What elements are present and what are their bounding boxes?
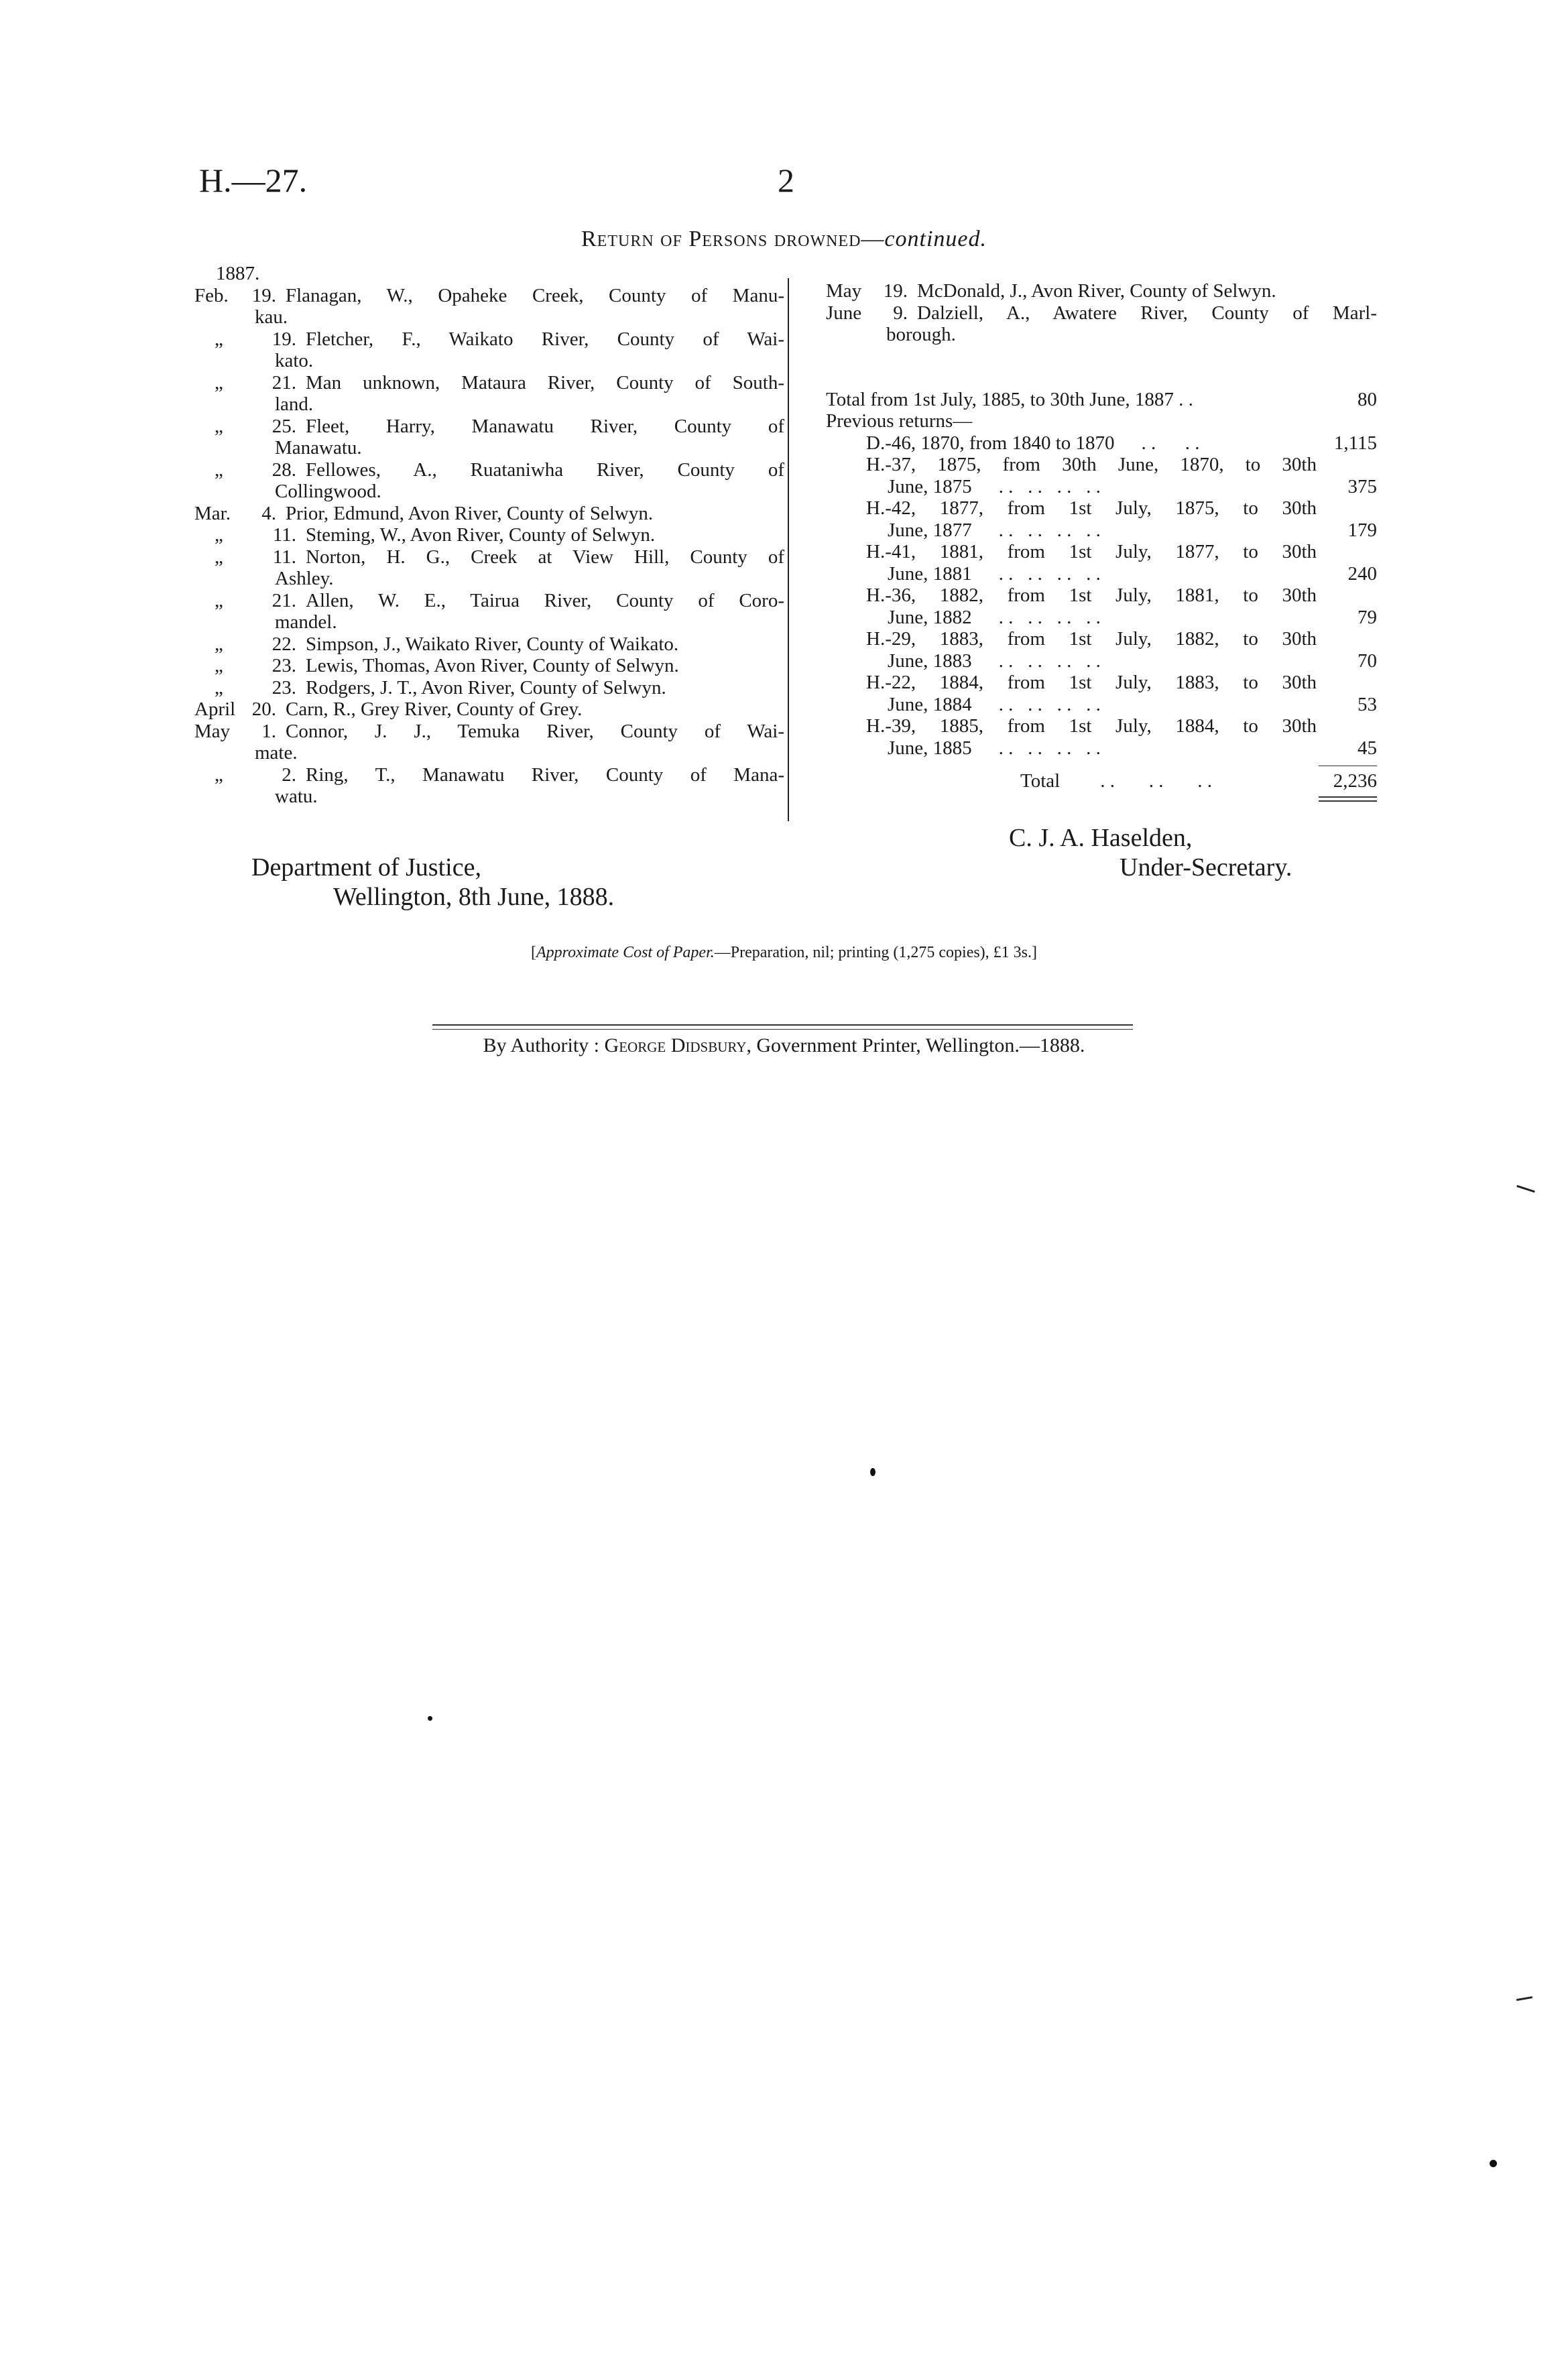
entry-month: June <box>826 302 862 324</box>
entry-day: 22. <box>272 633 296 655</box>
scan-speck <box>870 1468 876 1476</box>
entry-text <box>886 302 1377 346</box>
entry-day: 1. <box>261 720 276 742</box>
entry-line: Carn, R., Grey River, County of Grey. <box>286 698 583 720</box>
left-entries-list <box>194 285 784 808</box>
entry-month: May <box>826 280 862 302</box>
previous-returns-list <box>826 432 1377 759</box>
record-entry <box>194 459 784 503</box>
printer-imprint: By Authority : George Didsbury, Government Printer, Wellington.—1888. <box>483 1034 1085 1056</box>
record-entry <box>194 677 784 699</box>
left-column <box>194 263 784 808</box>
entry-month: Feb. <box>194 284 229 306</box>
entry-line: Simpson, J., Waikato River, County of Waikato. <box>306 633 679 655</box>
record-entry <box>194 546 784 590</box>
entry-day: 2. <box>282 764 296 786</box>
entry-continuation: mate. <box>255 742 298 764</box>
entry-line: Norton, H. G., Creek at View Hill, County of <box>306 546 784 568</box>
previous-return-period-end: June, 1875 . . . . . . . . <box>888 475 1101 497</box>
entry-line: Lewis, Thomas, Avon River, County of Selwyn. <box>306 655 679 676</box>
previous-return-period-end: June, 1877 . . . . . . . . <box>888 519 1101 541</box>
entry-line: Connor, J. J., Temuka River, County of Wai- <box>286 720 784 742</box>
record-entry <box>826 302 1377 346</box>
entry-text <box>286 698 784 721</box>
previous-return-line: D.-46, 1870, from 1840 to 1870 . . . . <box>866 432 1200 454</box>
entry-month: „ <box>215 524 223 546</box>
department-name: Department of Justice, <box>251 853 481 881</box>
entry-month: „ <box>215 459 223 481</box>
entry-line: Fellowes, A., Ruataniwha River, County of <box>306 459 784 481</box>
cost-note: [Approximate Cost of Paper.—Preparation, nil; printing (1,275 copies), £1 3s.] <box>530 944 1038 961</box>
entry-day: 4. <box>261 502 276 524</box>
entry-month: „ <box>215 415 223 437</box>
entry-day: 23. <box>272 676 296 698</box>
record-entry <box>194 633 784 656</box>
previous-return-line: H.-37, 1875, from 30th June, 1870, to 30th <box>866 454 1317 475</box>
total-recent-row <box>826 389 1377 411</box>
entry-day: 19. <box>883 280 908 302</box>
right-entries-list <box>826 280 1377 346</box>
entry-text <box>306 633 784 656</box>
previous-returns-label: Previous returns— <box>826 410 973 432</box>
record-entry <box>194 721 784 764</box>
entry-text <box>306 677 784 699</box>
entry-text <box>306 524 784 546</box>
entry-month: „ <box>215 589 223 611</box>
footer-rule-2 <box>432 1029 1133 1030</box>
previous-return-item <box>826 672 1377 715</box>
entry-continuation: Collingwood. <box>275 481 381 502</box>
previous-return-line: H.-29, 1883, from 1st July, 1882, to 30th <box>866 628 1317 650</box>
record-entry <box>194 524 784 546</box>
document-code: H.—27. <box>199 162 308 199</box>
footer-rule-1 <box>432 1024 1133 1026</box>
total-rule-bottom-2 <box>1319 800 1377 802</box>
total-rule-bottom-1 <box>1319 796 1377 798</box>
scan-speck <box>428 1716 432 1721</box>
record-entry <box>194 372 784 416</box>
previous-return-value: 70 <box>1358 650 1377 672</box>
year-label: 1887. <box>216 263 260 284</box>
signatory-name: C. J. A. Haselden, <box>1009 824 1193 852</box>
entry-continuation: watu. <box>275 786 318 807</box>
previous-return-item <box>826 585 1377 628</box>
entry-month: „ <box>215 676 223 698</box>
column-divider <box>788 278 789 821</box>
entry-day: 21. <box>272 371 296 393</box>
printer-name: George Didsbury <box>604 1034 747 1056</box>
entry-line: Flanagan, W., Opaheke Creek, County of Manu- <box>286 284 784 306</box>
record-entry <box>194 328 784 372</box>
entry-day: 19. <box>251 284 276 306</box>
entry-continuation: Ashley. <box>275 568 334 589</box>
cost-note-label: Approximate Cost of Paper. <box>536 944 715 961</box>
entry-line: Steming, W., Avon River, County of Selwyn. <box>306 524 656 546</box>
previous-return-item <box>826 454 1377 497</box>
scan-speck <box>1516 1185 1535 1193</box>
table-title <box>0 227 1568 252</box>
entry-line: Ring, T., Manawatu River, County of Mana- <box>306 764 784 786</box>
entry-line: Fleet, Harry, Manawatu River, County of <box>306 415 784 437</box>
previous-return-line: H.-39, 1885, from 1st July, 1884, to 30th <box>866 715 1317 737</box>
entry-continuation: borough. <box>886 324 956 345</box>
previous-return-value: 79 <box>1358 606 1377 628</box>
previous-return-item <box>826 541 1377 585</box>
previous-return-value: 375 <box>1347 475 1377 497</box>
previous-return-value: 1,115 <box>1333 432 1377 454</box>
entry-text <box>255 720 784 764</box>
previous-return-line: H.-36, 1882, from 1st July, 1881, to 30th <box>866 585 1317 606</box>
grand-total-value: 2,236 <box>1333 770 1377 792</box>
entry-month: „ <box>215 764 223 786</box>
entry-continuation: Manawatu. <box>275 437 362 459</box>
entry-line: Prior, Edmund, Avon River, County of Selwyn. <box>286 502 654 524</box>
department-date: Wellington, 8th June, 1888. <box>333 883 615 911</box>
entry-month: „ <box>215 371 223 393</box>
record-entry <box>194 503 784 525</box>
entry-continuation: land. <box>275 393 314 415</box>
previous-return-period-end: June, 1881 . . . . . . . . <box>888 562 1101 585</box>
entry-line: McDonald, J., Avon River, County of Selwyn. <box>917 280 1276 302</box>
scan-speck <box>1516 1996 1532 2001</box>
previous-return-item <box>826 497 1377 541</box>
entry-text <box>917 280 1377 302</box>
entry-month: „ <box>215 328 223 350</box>
entry-line: Allen, W. E., Tairua River, County of Coro- <box>306 589 784 611</box>
previous-return-period-end: June, 1882 . . . . . . . . <box>888 606 1101 628</box>
previous-return-line: H.-41, 1881, from 1st July, 1877, to 30th <box>866 541 1317 562</box>
entry-text <box>275 764 784 808</box>
entry-day: 9. <box>893 302 908 324</box>
previous-return-period-end: June, 1884 . . . . . . . . <box>888 693 1101 715</box>
entry-day: 21. <box>272 589 296 611</box>
entry-line: Fletcher, F., Waikato River, County of Wai- <box>306 328 784 350</box>
previous-return-value: 240 <box>1347 562 1377 585</box>
previous-return-value: 53 <box>1358 693 1377 715</box>
entry-month: April <box>194 698 236 720</box>
previous-return-value: 45 <box>1358 737 1377 759</box>
entry-line: Man unknown, Mataura River, County of South- <box>306 371 784 393</box>
entry-line: Dalziell, A., Awatere River, County of Marl- <box>917 302 1377 324</box>
record-entry <box>194 698 784 721</box>
entry-day: 28. <box>272 459 296 481</box>
record-entry <box>194 590 784 633</box>
previous-return-line: H.-42, 1877, from 1st July, 1875, to 30th <box>866 497 1317 519</box>
entry-continuation: mandel. <box>275 611 337 633</box>
previous-return-item <box>826 628 1377 672</box>
record-entry <box>194 285 784 328</box>
entry-text <box>286 503 784 525</box>
entry-month: „ <box>215 633 223 655</box>
entry-continuation: kato. <box>275 350 314 371</box>
grand-total-row <box>826 770 1377 792</box>
previous-return-value: 179 <box>1347 519 1377 541</box>
cost-note-text: —Preparation, nil; printing (1,275 copies), £1 3s.] <box>714 944 1038 961</box>
title-suffix: continued. <box>884 227 987 251</box>
record-entry <box>194 655 784 677</box>
entry-day: 23. <box>272 655 296 676</box>
entry-month: „ <box>215 546 223 568</box>
previous-return-period-end: June, 1883 . . . . . . . . <box>888 650 1101 672</box>
right-column <box>826 280 1377 802</box>
previous-return-line: H.-22, 1884, from 1st July, 1883, to 30th <box>866 672 1317 693</box>
grand-total-label: Total . . . . . . <box>1020 770 1212 792</box>
entry-day: 11. <box>272 524 296 546</box>
entry-day: 25. <box>272 415 296 437</box>
entry-day: 19. <box>272 328 296 350</box>
scan-speck <box>1490 2160 1497 2167</box>
record-entry <box>194 416 784 459</box>
signatory-title: Under-Secretary. <box>1120 853 1292 881</box>
entry-month: „ <box>215 655 223 676</box>
previous-return-period-end: June, 1885 . . . . . . . . <box>888 737 1101 759</box>
entry-day: 11. <box>272 546 296 568</box>
entry-line: Rodgers, J. T., Avon River, County of Selwyn. <box>306 676 666 698</box>
entry-text <box>306 655 784 677</box>
record-entry <box>194 764 784 808</box>
previous-return-item <box>826 432 1377 454</box>
page-number: 2 <box>778 162 794 199</box>
record-entry <box>826 280 1377 302</box>
title-main: Return of Persons drowned— <box>581 227 885 251</box>
entry-month: May <box>194 720 231 742</box>
entry-day: 20. <box>251 698 276 720</box>
entry-month: Mar. <box>194 502 231 524</box>
entry-continuation: kau. <box>255 306 288 328</box>
total-recent-label: Total from 1st July, 1885, to 30th June, 1887 . . <box>826 388 1193 410</box>
previous-return-item <box>826 715 1377 759</box>
total-recent-value: 80 <box>1358 388 1377 410</box>
